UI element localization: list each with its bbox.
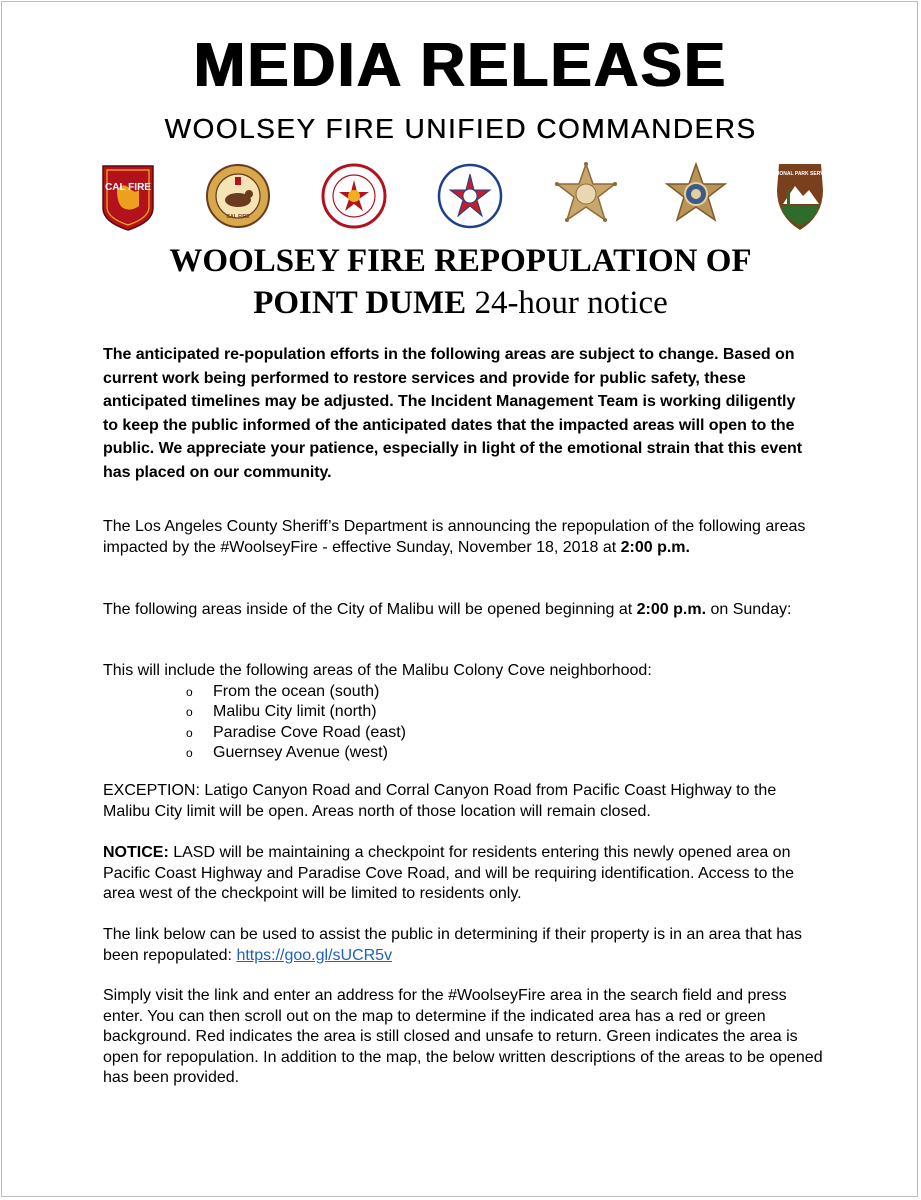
cal-fire-logo xyxy=(93,160,163,232)
la-county-fire-department-logo xyxy=(319,160,389,232)
list-item-text: Malibu City limit (north) xyxy=(213,703,377,720)
list-item xyxy=(103,723,823,744)
nps-logo-text: NATIONAL PARK SERVICE xyxy=(768,171,832,177)
exception-text: EXCEPTION: Latigo Canyon Road and Corral Canyon Road from Pacific Coast Highway to the Malibu City limit will be open. Areas north of those location will remain closed. xyxy=(103,782,777,820)
intro-paragraph: The anticipated re-population efforts in the following areas are subject to change. Based on current work being performed to restore services and provide for public safety, these anticipated timelines may be adjusted. The Incident Management Team is working diligently to keep the public informed of the anticipated dates that the impacted areas will open to the public. We appreciate your patience, especially in light of the emotional strain that this event has placed on our community. xyxy=(103,346,803,481)
headline xyxy=(0,240,921,324)
headline-line-2-regular: 24-hour notice xyxy=(466,285,668,321)
list-item-text: From the ocean (south) xyxy=(213,682,380,700)
colony-section xyxy=(103,661,823,764)
list-item-text: Paradise Cove Road (east) xyxy=(213,723,406,741)
instructions-paragraph xyxy=(103,986,823,1089)
list-item-text: Guernsey Avenue (west) xyxy=(213,744,388,761)
announcement-text: The Los Angeles County Sheriff’s Department is announcing the repopulation of the following areas impacted by the #WoolseyFire - effective Sunday, November 18, 2018 at xyxy=(103,518,806,556)
link-paragraph xyxy=(103,925,823,966)
exception-paragraph xyxy=(103,781,823,822)
ventura-county-fire-department-logo xyxy=(435,160,505,232)
list-item xyxy=(103,743,823,764)
announcement-paragraph xyxy=(103,517,823,558)
announcement-time: 2:00 p.m. xyxy=(620,538,690,556)
page-subtitle: WOOLSEY FIRE UNIFIED COMMANDERS xyxy=(164,113,757,144)
notice-label: NOTICE: xyxy=(103,844,169,861)
headline-line-2-bold: POINT DUME xyxy=(253,285,467,321)
link-intro-text: The link below can be used to assist the public in determining if their property is in an area that has been repopulated: xyxy=(103,926,803,964)
colony-list xyxy=(103,682,823,764)
repopulation-map-link[interactable]: https://goo.gl/sUCR5v xyxy=(236,946,393,964)
notice-paragraph xyxy=(103,843,823,905)
sheriff-star-badge-logo-2 xyxy=(661,160,731,232)
headline-line-1: WOOLSEY FIRE REPOPULATION OF xyxy=(169,243,752,279)
malibu-before: The following areas inside of the City of Malibu will be opened beginning at xyxy=(103,601,637,618)
incident-management-team-logo xyxy=(203,160,273,232)
bullet-icon: o xyxy=(186,746,193,760)
bullet-icon: o xyxy=(186,725,193,740)
imt-logo-text: CAL FIRE xyxy=(226,214,250,220)
sheriff-star-badge-logo xyxy=(551,160,621,232)
masthead xyxy=(0,30,921,146)
national-park-service-logo xyxy=(765,160,835,232)
agency-logos-row xyxy=(93,160,833,232)
list-item xyxy=(103,702,823,723)
notice-text: LASD will be maintaining a checkpoint for residents entering this newly opened area on Pacific Coast Highway and Paradise Cove Road, and will be requiring identification. Access to the area west of the checkpoint will be limited to residents only. xyxy=(103,844,795,902)
bullet-icon: o xyxy=(186,684,193,699)
bullet-icon: o xyxy=(186,705,193,719)
malibu-paragraph xyxy=(103,600,823,621)
instructions-text: Simply visit the link and enter an address for the #WoolseyFire area in the search field and press enter. You can then scroll out on the map to determine if the indicated area has a red or green background. Red indicates the area is still closed and unsafe to return. Green indicates the area is open for repopulation. In addition to the map, the below written descriptions of the areas to be opened has been provided. xyxy=(103,987,823,1086)
malibu-time: 2:00 p.m. xyxy=(636,601,707,618)
malibu-after: on Sunday: xyxy=(706,601,792,618)
cal-fire-logo-text: CAL FIRE xyxy=(105,182,151,193)
colony-lead: This will include the following areas of the Malibu Colony Cove neighborhood: xyxy=(103,662,652,679)
page-title: MEDIA RELEASE xyxy=(193,31,728,100)
list-item xyxy=(103,682,823,703)
